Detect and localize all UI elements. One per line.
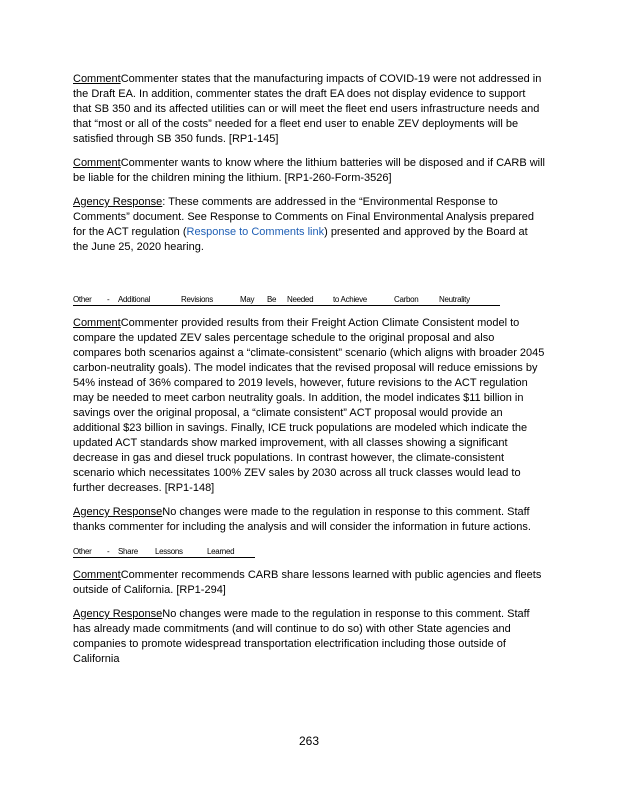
response-text: No changes were made to the regulation in response to this comment. Staff has already made commitments (and will continue to do so) with other State agencies and companies to promote widespread transportation electrification including those outside of California	[73, 608, 530, 665]
heading-word: to Achieve	[333, 295, 367, 304]
agency-response-label: Agency Response	[73, 506, 163, 518]
heading-word: Lessons	[155, 547, 183, 556]
heading-word: -	[107, 547, 110, 556]
response-to-comments-link[interactable]: Response to Comments link	[186, 226, 325, 238]
agency-response-label: Agency Response	[73, 608, 163, 620]
heading-word: Learned	[207, 547, 235, 556]
comment-share-lessons-paragraph	[73, 568, 545, 598]
heading-word: Carbon	[394, 295, 419, 304]
heading-word: Revisions	[181, 295, 213, 304]
comment-freight-model-paragraph	[73, 316, 545, 496]
heading-word: Other	[73, 295, 92, 304]
heading-word: Needed	[287, 295, 314, 304]
document-body	[73, 72, 545, 676]
response-text: : These comments are addressed in the “Environmental Response to Comments” document. See Response to Comments on Final Environmental Analysis prepared for the ACT regulation (	[73, 196, 535, 238]
comment-text: Commenter provided results from their Freight Action Climate Consistent model to compare the updated ZEV sales percentage schedule to the original proposal and also compares both scenarios against a “climate-consistent” scenario (which aligns with broader 2045 carbon-neutrality goals). The model indicates that the revised proposal will reduce emissions by 54% instead of 36% compared to 2019 levels, however, future revisions to the ACT regulation may be needed to meet carbon neutrality goals. In addition, the model indicates $11 billion in savings over the original proposal, a “climate consistent” ACT proposal would provide an additional $23 billion in savings. Finally, ICE truck populations are modeled which indicate the updated ACT standards show marked improvement, with all classes showing a significant decrease in gas and diesel truck populations. In contrast however, the climate-consistent scenario which necessitates 100% ZEV sales by 2030 across all truck classes would lead to further decreases. [RP1-148]	[73, 317, 545, 494]
heading-word: May	[240, 295, 255, 304]
comment-lithium-paragraph	[73, 156, 545, 186]
heading-word: -	[107, 295, 110, 304]
comment-text: Commenter wants to know where the lithium batteries will be disposed and if CARB will be liable for the children mining the lithium. [RP1-260-Form-3526]	[73, 157, 545, 184]
heading-word: Share	[118, 547, 138, 556]
heading-word: Additional	[118, 295, 151, 304]
response-text: No changes were made to the regulation in response to this comment. Staff thanks commenter for including the analysis and will consider the information in future actions.	[73, 506, 531, 533]
page-number: 263	[298, 734, 320, 748]
heading-word: Neutrality	[439, 295, 470, 304]
section-heading-share-lessons	[73, 547, 255, 558]
comment-label: Comment	[73, 73, 121, 85]
comment-label: Comment	[73, 569, 121, 581]
comment-label: Comment	[73, 157, 121, 169]
section-heading-carbon-neutrality	[73, 295, 500, 306]
comment-text: Commenter recommends CARB share lessons learned with public agencies and fleets outside of California. [RP1-294]	[73, 569, 542, 596]
agency-response-paragraph	[73, 505, 545, 535]
agency-response-paragraph	[73, 607, 545, 667]
comment-label: Comment	[73, 317, 121, 329]
agency-response-paragraph	[73, 195, 545, 255]
response-text: ) presented and approved by the Board at the June 25, 2020 hearing.	[73, 226, 528, 253]
heading-word: Be	[267, 295, 277, 304]
comment-text: Commenter states that the manufacturing impacts of COVID-19 were not addressed in the Draft EA. In addition, commenter states the draft EA does not display evidence to support that SB 350 and its affected utilities can or will meet the fleet end users infrastructure needs and that “most or all of the costs” needed for a fleet end user to enable ZEV deployments will be satisfied through SB 350 funds. [RP1-145]	[73, 73, 542, 145]
heading-word: Other	[73, 547, 92, 556]
agency-response-label: Agency Response	[73, 196, 163, 208]
comment-covid-paragraph	[73, 72, 545, 147]
